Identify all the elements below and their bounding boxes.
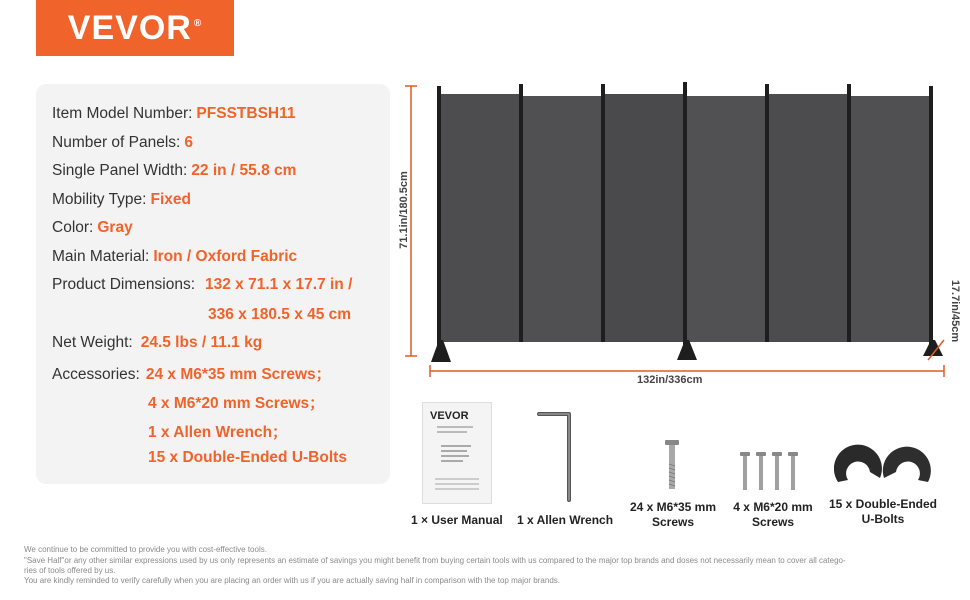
room-divider-illustration (395, 78, 970, 398)
m6-35-screw-label: 24 x M6*35 mm Screws (629, 500, 717, 529)
divider-feet (431, 340, 943, 362)
spec-panel-width: Single Panel Width: 22 in / 55.8 cm (52, 162, 297, 179)
vevor-logo (36, 0, 234, 56)
width-label: 132in/336cm (637, 374, 703, 386)
user-manual-image (422, 402, 492, 504)
u-bolts-image (834, 438, 934, 488)
spec-material: Main Material: Iron / Oxford Fabric (52, 248, 298, 265)
u-bolts-label: 15 x Double-Ended U-Bolts (828, 497, 938, 526)
logo-text: VEVOR ® (67, 8, 203, 47)
disclaimer-line-3: ries of tools offered by us. (24, 566, 116, 575)
disclaimer-line-2: "Save Half"or any other similar expressions used by us only represents an estimate of savings you might benefit from buying certain tools with us compared to the major top brands and doses not necessarily mean to cover all catego- (24, 556, 846, 565)
spec-mobility: Mobility Type: Fixed (52, 191, 191, 208)
spec-card (36, 84, 390, 484)
m6-20-screws-label: 4 x M6*20 mm Screws (733, 500, 813, 529)
manual-brand-text: VEVOR (430, 410, 469, 422)
spec-color: Color: Gray (52, 219, 133, 236)
spec-accessories-line2: 4 x M6*20 mm Screws； (148, 395, 325, 412)
spec-accessories-line3: 1 x Allen Wrench； (148, 424, 288, 441)
spec-dimensions: Product Dimensions: 132 x 71.1 x 17.7 in / (52, 276, 353, 293)
allen-wrench-image (535, 408, 579, 504)
m6-20-screws-image (738, 452, 804, 492)
m6-35-screw-image (662, 440, 682, 490)
allen-wrench-label: 1 x Allen Wrench (517, 513, 614, 527)
spec-dimensions-line2: 336 x 180.5 x 45 cm (208, 306, 352, 323)
depth-dimension-line (924, 336, 948, 366)
spec-accessories-line4: 15 x Double-Ended U-Bolts (148, 449, 347, 466)
spec-item-model: Item Model Number: PFSSTBSH11 (52, 105, 296, 122)
spec-panels: Number of Panels: 6 (52, 134, 193, 151)
depth-label: 17.7in/45cm (949, 279, 961, 343)
disclaimer-line-4: You are kindly reminded to verify carefully when you are placing an order with us if you are actually saving half in comparison with the top major brands. (24, 576, 560, 585)
height-label: 71.1in/180.5cm (398, 171, 410, 249)
user-manual-label: 1 × User Manual (411, 513, 503, 527)
disclaimer-line-1: We continue to be committed to provide you with cost-effective tools. (24, 545, 267, 554)
spec-weight: Net Weight: 24.5 lbs / 11.1 kg (52, 334, 263, 351)
spec-accessories: Accessories: 24 x M6*35 mm Screws； (52, 366, 332, 383)
